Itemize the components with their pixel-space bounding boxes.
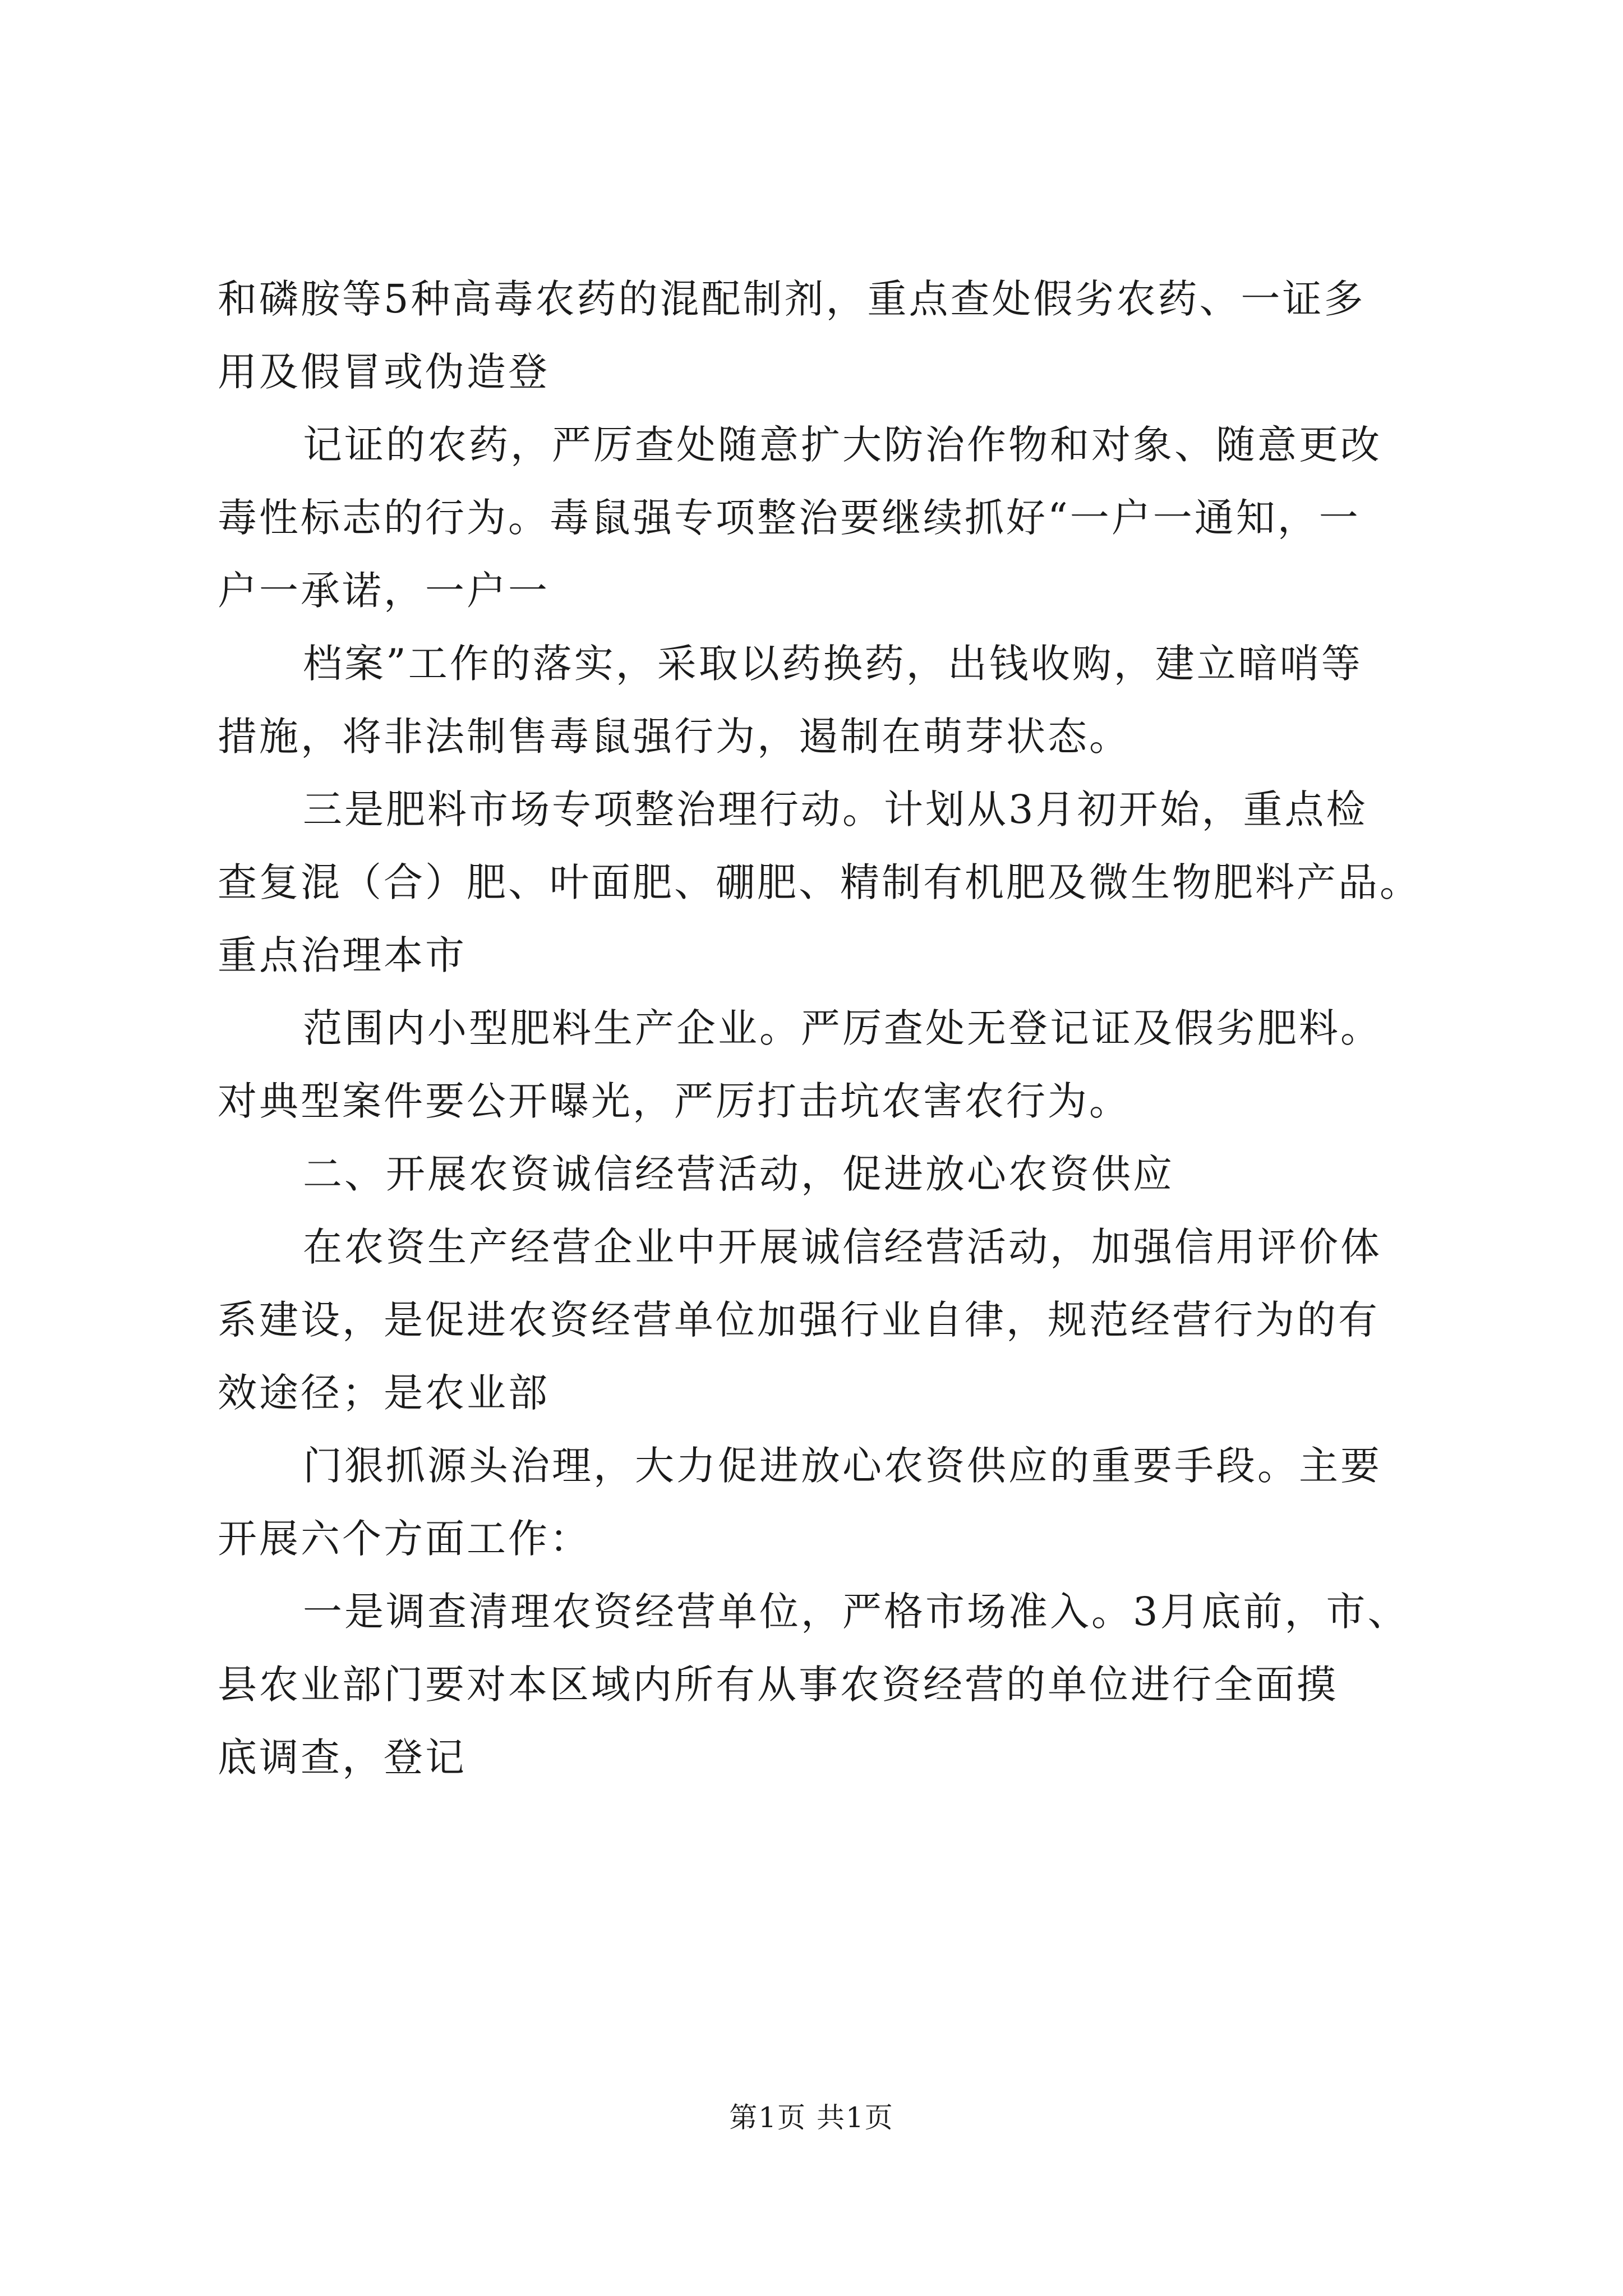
page-footer — [0, 2098, 1623, 2137]
paragraph-line: 开展六个方面工作： — [218, 1516, 591, 1562]
paragraph-line: 底调查，登记 — [218, 1734, 467, 1780]
paragraph-line: 三是肥料市场专项整治理行动。计划从3月初开始，重点检 — [303, 786, 1368, 832]
paragraph-line: 系建设，是促进农资经营单位加强行业自律，规范经营行为的有 — [218, 1297, 1380, 1343]
paragraph-line: 记证的农药，严厉查处随意扩大防治作物和对象、随意更改 — [303, 422, 1382, 468]
paragraph-line: 措施，将非法制售毒鼠强行为，遏制在萌芽状态。 — [218, 714, 1131, 760]
paragraph-line: 效途径；是农业部 — [218, 1370, 550, 1416]
paragraph-line: 县农业部门要对本区域内所有从事农资经营的单位进行全面摸 — [218, 1662, 1338, 1708]
paragraph-line: 范围内小型肥料生产企业。严厉查处无登记证及假劣肥料。 — [303, 1005, 1382, 1051]
paragraph-line: 毒性标志的行为。毒鼠强专项整治要继续抓好“一户一通知，一 — [218, 495, 1361, 541]
paragraph-line: 对典型案件要公开曝光，严厉打击坑农害农行为。 — [218, 1078, 1131, 1124]
paragraph-line: 户一承诺，一户一 — [218, 568, 550, 614]
paragraph-line: 一是调查清理农资经营单位，严格市场准入。3月底前，市、 — [303, 1589, 1409, 1635]
paragraph-line: 档案”工作的落实，采取以药换药，出钱收购，建立暗哨等 — [303, 641, 1363, 687]
paragraph-line: 查复混（合）肥、叶面肥、硼肥、精制有机肥及微生物肥料产品。 — [218, 859, 1421, 905]
paragraph-line: 门狠抓源头治理，大力促进放心农资供应的重要手段。主要 — [303, 1443, 1382, 1489]
paragraph-line: 在农资生产经营企业中开展诚信经营活动，加强信用评价体 — [303, 1224, 1382, 1270]
section-heading: 二、开展农资诚信经营活动，促进放心农资供应 — [303, 1151, 1174, 1197]
page-number-label: 第1页 共1页 — [729, 2101, 894, 2134]
paragraph-line: 用及假冒或伪造登 — [218, 349, 550, 395]
paragraph-line: 重点治理本市 — [218, 932, 467, 978]
paragraph-line: 和磷胺等5种高毒农药的混配制剂，重点查处假劣农药、一证多 — [218, 276, 1366, 322]
document-body — [218, 263, 1429, 1794]
